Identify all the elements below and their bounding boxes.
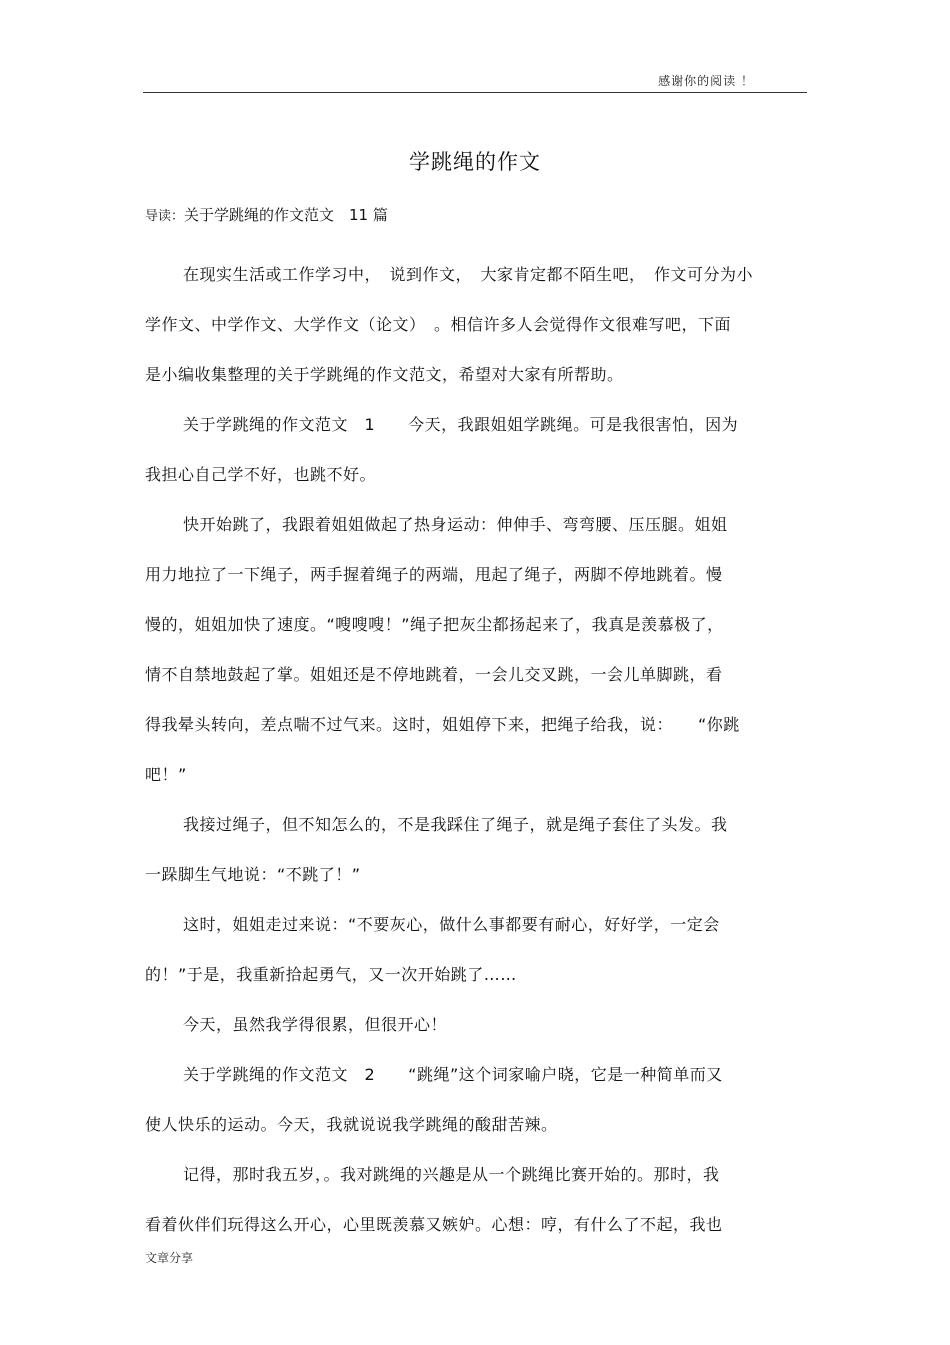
footer-text: 文章分享 <box>145 1251 194 1265</box>
text-line: 我担心自己学不好，也跳不好。 <box>145 465 377 484</box>
text-line: 今天，虽然我学得很累，但很开心！ <box>183 1015 448 1034</box>
text-line: 情不自禁地鼓起了掌。姐姐还是不停地跳着，一会儿交叉跳，一会儿单脚跳，看 <box>145 665 723 684</box>
text-line: 用力地拉了一下绳子，两手握着绳子的两端，甩起了绳子，两脚不停地跳着。慢 <box>145 565 723 584</box>
header-note: 感谢你的阅读 ！ <box>658 74 754 88</box>
text-line: 在现实生活或工作学习中， 说到作文， 大家肯定都不陌生吧， 作文可分为小 <box>183 265 754 284</box>
text-line: 一跺脚生气地说：“不跳了！” <box>145 865 361 884</box>
text-line: 使人快乐的运动。今天，我就说说我学跳绳的酸甜苦辣。 <box>145 1115 558 1134</box>
header-divider <box>143 92 807 93</box>
text-line: 关于学跳绳的作文范文 2 “跳绳”这个词家喻户晓，它是一种简单而又 <box>183 1065 723 1084</box>
guide-tag: 导读： <box>145 209 185 224</box>
article-body <box>145 250 805 1250</box>
text-line: 我接过绳子，但不知怎么的，不是我踩住了绳子，就是绳子套住了头发。我 <box>183 815 728 834</box>
text-line: 学作文、中学作文、大学作文（论文） 。相信许多人会觉得作文很难写吧，下面 <box>145 315 732 334</box>
guide-line <box>145 204 388 225</box>
text-line: 的！”于是，我重新拾起勇气，又一次开始跳了…… <box>145 965 517 984</box>
text-line: 是小编收集整理的关于学跳绳的作文范文，希望对大家有所帮助。 <box>145 365 624 384</box>
text-line: 这时，姐姐走过来说：“不要灰心，做什么事都要有耐心，好好学，一定会 <box>183 915 720 934</box>
guide-text: 关于学跳绳的作文范文 11 篇 <box>184 206 388 224</box>
text-line: 得我晕头转向，差点喘不过气来。这时，姐姐停下来，把绳子给我，说： “你跳 <box>145 715 740 734</box>
text-line: 看着伙伴们玩得这么开心，心里既羡慕又嫉妒。心想：哼，有什么了不起，我也 <box>145 1215 723 1234</box>
text-line: 快开始跳了，我跟着姐姐做起了热身运动：伸伸手、弯弯腰、压压腿。姐姐 <box>183 515 728 534</box>
text-line: 关于学跳绳的作文范文 1 今天，我跟姐姐学跳绳。可是我很害怕，因为 <box>183 415 739 434</box>
text-line: 慢的，姐姐加快了速度。“嗖嗖嗖！”绳子把灰尘都扬起来了，我真是羡慕极了， <box>145 615 724 634</box>
document-title: 学跳绳的作文 <box>409 150 541 174</box>
text-line: 吧！” <box>145 765 187 784</box>
text-line: 记得，那时我五岁，。我对跳绳的兴趣是从一个跳绳比赛开始的。那时，我 <box>183 1165 720 1184</box>
